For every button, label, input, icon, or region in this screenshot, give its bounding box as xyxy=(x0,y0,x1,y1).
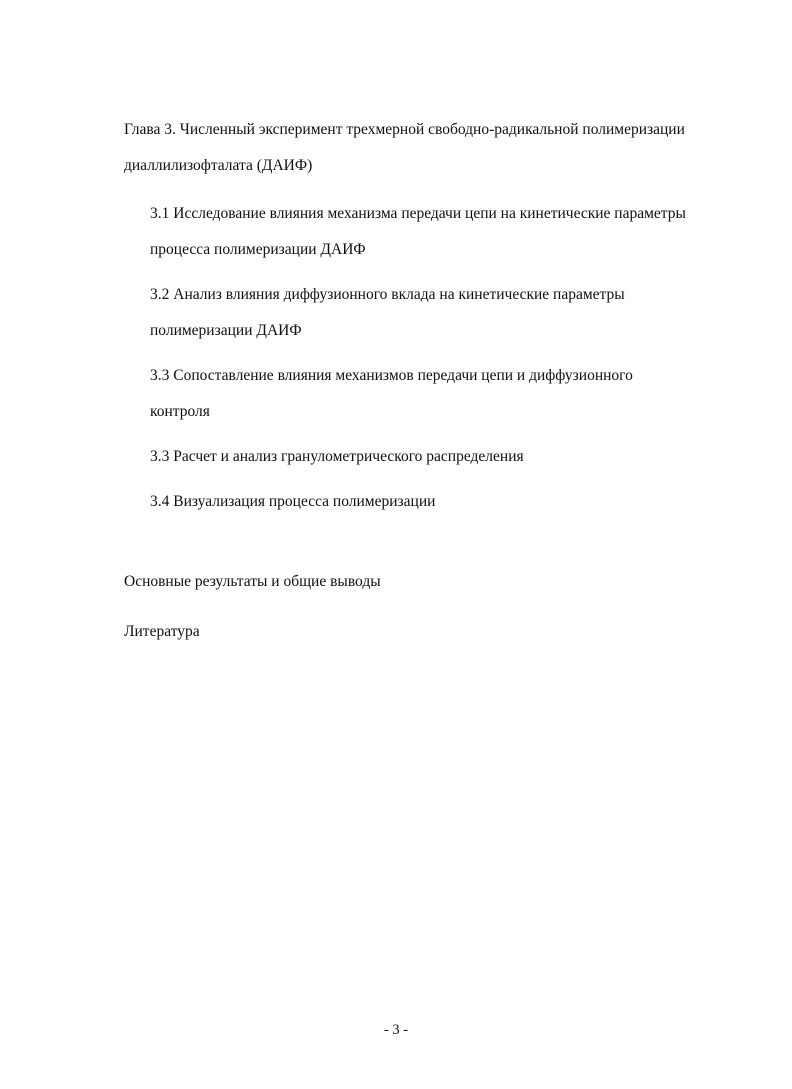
page-content xyxy=(124,112,694,664)
references-entry: Литература xyxy=(124,623,200,640)
tail-entries xyxy=(124,564,694,650)
list-item: 3.1 Исследование влияния механизма передачи цепи на кинетические параметры процесса полимеризации ДАИФ xyxy=(150,205,686,258)
table-of-contents xyxy=(124,196,694,520)
results-entry: Основные результаты и общие выводы xyxy=(124,573,381,590)
list-item: 3.3 Расчет и анализ гранулометрического распределения xyxy=(150,448,524,465)
list-item: 3.4 Визуализация процесса полимеризации xyxy=(150,493,436,510)
chapter-title: Глава 3. Численный эксперимент трехмерной свободно-радикальной полимеризации диаллилизофталата (ДАИФ) xyxy=(124,121,685,174)
list-item: 3.3 Сопоставление влияния механизмов передачи цепи и диффузионного контроля xyxy=(150,367,633,420)
page-number: - 3 - xyxy=(383,1022,409,1038)
list-item: 3.2 Анализ влияния диффузионного вклада на кинетические параметры полимеризации ДАИФ xyxy=(150,286,625,339)
